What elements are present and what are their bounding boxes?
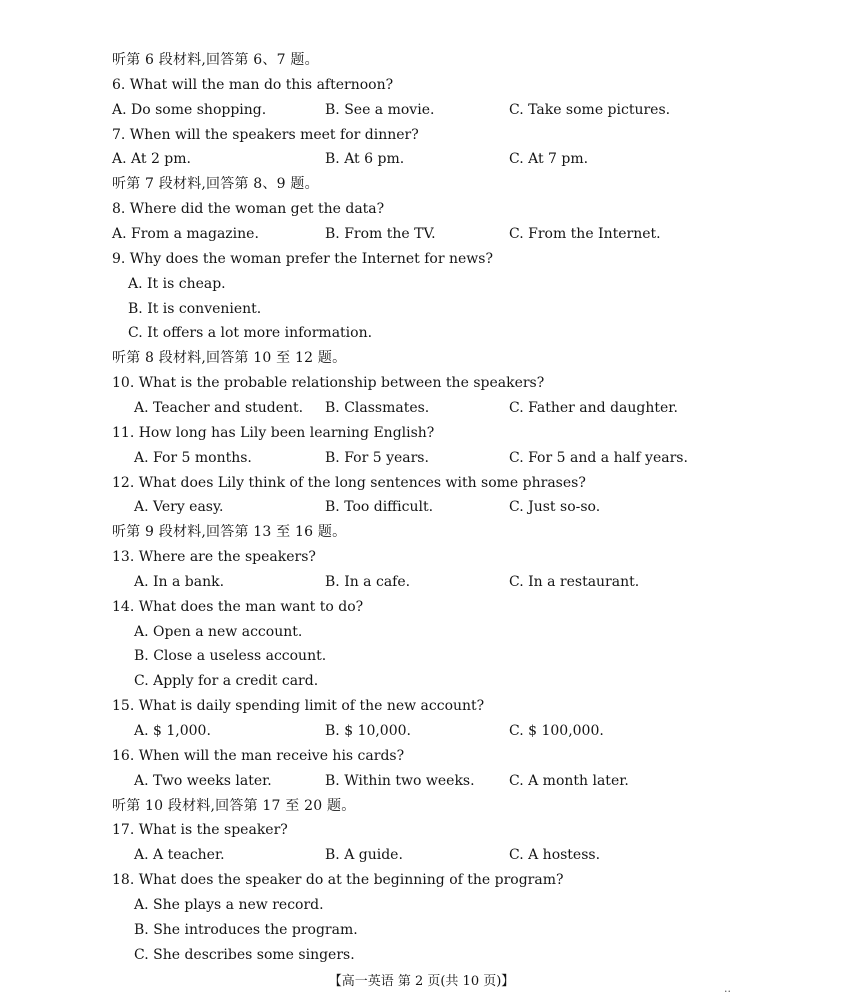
question-text: 7. When will the speakers meet for dinner?	[112, 126, 419, 143]
page-footer: 【高一英语 第 2 页(共 10 页)】	[328, 974, 515, 989]
question-text: 15. What is daily spending limit of the new account?	[112, 698, 485, 715]
answer-option: B. $ 10,000.	[325, 723, 411, 739]
answer-option: C. Just so-so.	[509, 499, 601, 516]
answer-option: B. Too difficult.	[325, 499, 434, 516]
question-text: 11. How long has Lily been learning English?	[112, 424, 435, 441]
answer-option: A. It is cheap.	[128, 275, 226, 292]
options-row	[134, 770, 754, 792]
answer-option: C. Father and daughter.	[509, 399, 678, 416]
answer-option: C. At 7 pm.	[509, 151, 589, 168]
question-text: 13. Where are the speakers?	[112, 549, 316, 565]
answer-option: A. In a bank.	[134, 573, 225, 590]
options-row	[112, 99, 732, 121]
answer-option: B. A guide.	[325, 847, 403, 864]
answer-option: A. Two weeks later.	[134, 772, 272, 789]
question-text: 6. What will the man do this afternoon?	[112, 76, 394, 93]
answer-option: A. Very easy.	[134, 499, 224, 516]
answer-option: A. A teacher.	[134, 847, 225, 864]
answer-option: A. At 2 pm.	[112, 151, 191, 168]
answer-option: C. Apply for a credit card.	[134, 673, 319, 690]
answer-option: B. Classmates.	[325, 399, 430, 416]
answer-option: C. She describes some singers.	[134, 946, 355, 963]
answer-option: B. Close a useless account.	[134, 648, 327, 665]
answer-option: B. From the TV.	[325, 226, 436, 242]
answer-option: C. Take some pictures.	[509, 101, 671, 118]
options-row	[134, 844, 754, 866]
answer-option: C. It offers a lot more information.	[128, 325, 373, 342]
answer-option: B. She introduces the program.	[134, 921, 358, 938]
question-text: 18. What does the speaker do at the beginning of the program?	[112, 872, 564, 889]
options-row	[134, 720, 754, 742]
section-instruction: 听第 8 段材料,回答第 10 至 12 题。	[112, 350, 347, 367]
options-row	[112, 223, 732, 245]
answer-option: C. A month later.	[509, 772, 629, 789]
question-text: 16. When will the man receive his cards?	[112, 747, 405, 764]
question-text: 14. What does the man want to do?	[112, 598, 364, 615]
section-instruction: 听第 10 段材料,回答第 17 至 20 题。	[112, 797, 356, 814]
answer-option: A. Teacher and student.	[134, 399, 304, 416]
options-row	[134, 397, 754, 419]
question-text: 10. What is the probable relationship between the speakers?	[112, 375, 545, 392]
answer-option: B. See a movie.	[325, 101, 435, 118]
options-row	[134, 447, 754, 469]
answer-option: C. From the Internet.	[509, 226, 661, 242]
answer-option: A. For 5 months.	[134, 449, 252, 466]
corner-mark: ··	[724, 985, 731, 998]
answer-option: B. At 6 pm.	[325, 151, 405, 168]
answer-option: C. $ 100,000.	[509, 723, 604, 739]
answer-option: C. For 5 and a half years.	[509, 449, 688, 466]
answer-option: B. It is convenient.	[128, 300, 262, 317]
section-instruction: 听第 6 段材料,回答第 6、7 题。	[112, 52, 319, 68]
section-instruction: 听第 7 段材料,回答第 8、9 题。	[112, 176, 319, 193]
answer-option: A. $ 1,000.	[134, 723, 211, 739]
answer-option: C. A hostess.	[509, 847, 601, 864]
question-text: 12. What does Lily think of the long sentences with some phrases?	[112, 474, 586, 491]
answer-option: B. Within two weeks.	[325, 772, 475, 789]
answer-option: A. From a magazine.	[112, 226, 259, 242]
answer-option: A. Open a new account.	[134, 623, 303, 640]
question-text: 8. Where did the woman get the data?	[112, 201, 385, 218]
answer-option: A. Do some shopping.	[112, 101, 267, 118]
answer-option: C. In a restaurant.	[509, 573, 640, 590]
answer-option: A. She plays a new record.	[134, 896, 324, 913]
options-row	[134, 571, 754, 593]
answer-option: B. For 5 years.	[325, 449, 429, 466]
options-row	[134, 496, 754, 518]
section-instruction: 听第 9 段材料,回答第 13 至 16 题。	[112, 524, 347, 541]
question-text: 17. What is the speaker?	[112, 822, 288, 839]
options-row	[112, 148, 732, 170]
question-text: 9. Why does the woman prefer the Internet for news?	[112, 250, 493, 267]
answer-option: B. In a cafe.	[325, 573, 411, 590]
